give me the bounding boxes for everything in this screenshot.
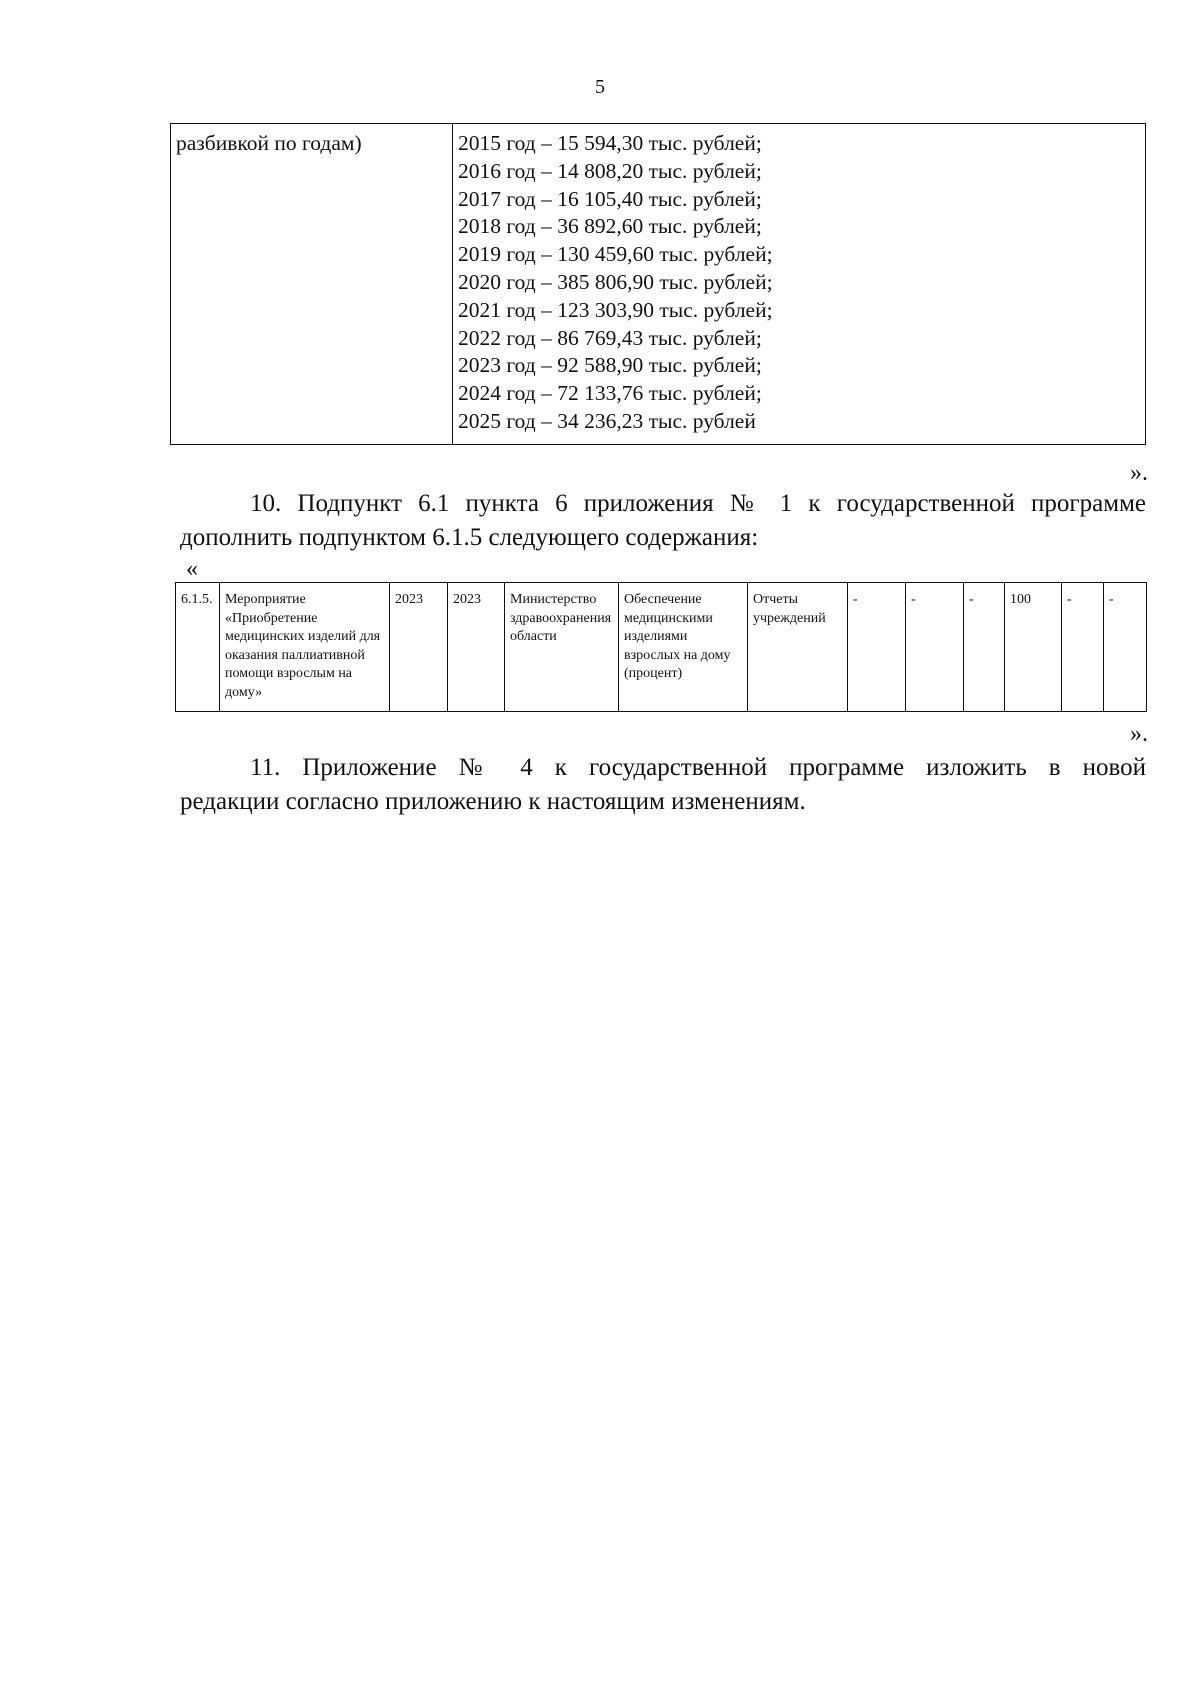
activity-value-cell: - <box>1062 583 1104 712</box>
activity-value-cell: - <box>1104 583 1147 712</box>
page-number: 5 <box>595 76 605 98</box>
paragraph-11-line-2: редакции согласно приложению к настоящим изменениям. <box>180 788 806 815</box>
activity-number-cell: 6.1.5. <box>176 583 220 712</box>
funding-years-cell <box>453 124 1146 445</box>
activity-source-cell: Отчеты учреждений <box>748 583 848 712</box>
funding-line-2016: 2016 год – 14 808,20 тыс. рублей; <box>458 158 762 183</box>
funding-label-cell: разбивкой по годам) <box>171 124 453 445</box>
paragraph-10-line-1: 10. Подпункт 6.1 пункта 6 приложения № 1 к государственной программе <box>250 490 1146 517</box>
funding-close-quote: ». <box>1130 460 1148 486</box>
open-quote: « <box>186 556 198 582</box>
funding-table-row <box>171 124 1146 445</box>
activity-value-cell: - <box>848 583 906 712</box>
activity-executor-cell: Министерство здравоохранения области <box>505 583 619 712</box>
funding-table <box>170 123 1146 445</box>
activity-close-quote: ». <box>1130 721 1148 747</box>
activity-end-year-cell: 2023 <box>448 583 505 712</box>
paragraph-11-line-1: 11. Приложение № 4 к государственной программе изложить в новой <box>250 754 1146 781</box>
funding-line-2019: 2019 год – 130 459,60 тыс. рублей; <box>458 242 773 267</box>
funding-line-2017: 2017 год – 16 105,40 тыс. рублей; <box>458 186 762 211</box>
funding-line-2023: 2023 год – 92 588,90 тыс. рублей; <box>458 353 762 378</box>
funding-line-2024: 2024 год – 72 133,76 тыс. рублей; <box>458 381 762 406</box>
paragraph-11 <box>180 751 1146 819</box>
funding-line-2025: 2025 год – 34 236,23 тыс. рублей <box>458 408 756 433</box>
activity-value-cell: 100 <box>1005 583 1062 712</box>
activity-name-cell: Мероприятие «Приобретение медицинских изделий для оказания паллиативной помощи взрослым на дому» <box>220 583 390 712</box>
funding-line-2015: 2015 год – 15 594,30 тыс. рублей; <box>458 131 762 155</box>
funding-line-2018: 2018 год – 36 892,60 тыс. рублей; <box>458 214 762 239</box>
funding-line-2020: 2020 год – 385 806,90 тыс. рублей; <box>458 269 773 294</box>
paragraph-10 <box>180 487 1146 555</box>
funding-line-2022: 2022 год – 86 769,43 тыс. рублей; <box>458 325 762 350</box>
activity-row <box>176 583 1147 712</box>
activity-indicator-cell: Обеспечение медицинскими изделиями взрослых на дому (процент) <box>619 583 748 712</box>
activity-value-cell: - <box>964 583 1005 712</box>
paragraph-10-line-2: дополнить подпунктом 6.1.5 следующего содержания: <box>180 524 759 551</box>
activity-start-year-cell: 2023 <box>390 583 448 712</box>
activity-table <box>175 582 1147 712</box>
funding-line-2021: 2021 год – 123 303,90 тыс. рублей; <box>458 297 773 322</box>
activity-value-cell: - <box>906 583 964 712</box>
